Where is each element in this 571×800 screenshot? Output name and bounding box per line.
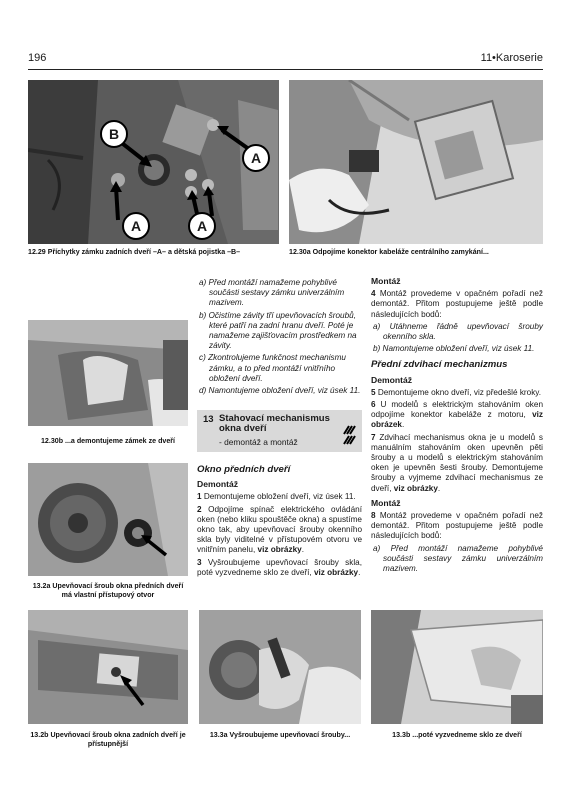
photo-13-3b-illustration (371, 610, 543, 724)
heading-front-door-window: Okno předních dveří (197, 464, 291, 475)
caption-13-2a: 13.2a Upevňovací šroub okna předních dveří má vlastní přístupový otvor (32, 582, 184, 599)
paragraph-3: 3 Vyšroubujeme upevňovací šrouby skla, poté vyzvedneme sklo ze dveří, viz obrázky. (197, 557, 362, 577)
section-box-13 (197, 410, 362, 452)
page-number: 196 (28, 52, 47, 64)
photo-13-2b (28, 610, 188, 724)
photo-13-3a (199, 610, 361, 724)
photo-12-30a-illustration (289, 80, 543, 244)
photo-12-30b (28, 320, 188, 426)
list-item: b) Očistíme závity tří upevňovacích šroubů, které patří na zadní hranu dveří. Poté je namažeme zajišťovacím prostředkem na závity. (199, 310, 357, 351)
chapter-title: 11•Karoserie (480, 52, 543, 64)
caption-12-30b: 12.30b ...a demontujeme zámek ze dveří (40, 437, 176, 445)
right-column (371, 276, 543, 576)
photo-12-30b-illustration (28, 320, 188, 426)
list-item: a) Před montáží namažeme pohyblivé součásti sestavy zámku univerzálním mazivem. (373, 543, 543, 574)
photo-12-29 (28, 80, 279, 244)
paragraph-1: 1 Demontujeme obložení dveří, viz úsek 11. (197, 492, 356, 502)
wrench-difficulty-icon (341, 420, 357, 446)
photo-13-3a-illustration (199, 610, 361, 724)
photo-12-29-illustration (28, 80, 279, 244)
caption-13-3a: 13.3a Vyšroubujeme upevňovací šrouby... (209, 731, 351, 739)
label-a: A (242, 144, 270, 172)
paragraph-4: 4 Montáž provedeme v opačném pořadí než demontáž. Přitom postupujeme ještě podle následujících bodů: (371, 289, 543, 319)
caption-12-30a: 12.30a Odpojíme konektor kabeláže centrálního zamykání... (289, 248, 489, 256)
photo-13-2b-illustration (28, 610, 188, 724)
paragraph-8: 8 Montáž provedeme v opačném pořadí než demontáž. Přitom postupujeme ještě podle následujících bodů: (371, 511, 543, 541)
photo-12-30a (289, 80, 543, 244)
list-item: d) Namontujeme obložení dveří, viz úsek 11. (199, 386, 361, 396)
section-number: 13 (203, 414, 214, 425)
label-b: B (100, 120, 128, 148)
subheading-demontaz: Demontáž (371, 374, 413, 385)
list-item: c) Zkontrolujeme funkčnost mechanismu zámku, a to před montáží vnitřního obložení dveří. (199, 353, 346, 383)
label-a: A (188, 212, 216, 240)
middle-column-lower (197, 459, 362, 580)
list-item: b) Namontujeme obložení dveří, viz úsek 11. (373, 344, 535, 354)
photo-13-2a (28, 463, 188, 576)
paragraph-7: 7 Zdvihací mechanismus okna je u modelů s manuálním stahováním oken upevněn pěti šrouby a u modelů s elektrickým stahováním oken je upevněn šesti šrouby. Demontujeme šrouby a vyjmeme zdvihací mechanismus ze dveří, viz obrázky. (371, 432, 543, 493)
paragraph-5: 5 Demontujeme okno dveří, viz předešlé kroky. (371, 387, 542, 397)
header-rule (28, 69, 543, 70)
caption-13-2b: 13.2b Upevňovací šroub okna zadních dveří je přístupnější (30, 731, 186, 748)
paragraph-2: 2 Odpojíme spínač elektrického ovládání oken (nebo kliku spouštěče okna) a spustíme okno tak, aby upevňovací šrouby okenního skla byly viditelné v přístupovém otvoru ve vnitřním panelu, viz obrázky. (197, 504, 362, 555)
photo-13-3b (371, 610, 543, 724)
subheading-montaz: Montáž (371, 276, 401, 286)
section-subtitle: - demontáž a montáž (219, 437, 298, 447)
heading-lift-mechanism: Přední zdvihací mechanizmus (371, 359, 508, 371)
paragraph-6: 6 U modelů s elektrickým stahováním oken odpojíme konektor kabeláže z motoru, viz obrázek. (371, 400, 544, 430)
list-item: a) Před montáží namažeme pohyblivé součásti sestavy zámku univerzálním mazivem. (199, 278, 345, 308)
list-item: a) Utáhneme řádně upevňovací šrouby okenního skla. (373, 321, 543, 342)
subheading-demontaz: Demontáž (197, 479, 239, 490)
subheading-montaz-2: Montáž (371, 497, 401, 508)
section-title: Stahovací mechanismus okna dveří (219, 413, 330, 434)
photo-13-2a-illustration (28, 463, 188, 576)
middle-column (197, 278, 362, 398)
caption-12-29: 12.29 Příchytky zámku zadních dveří –A– a dětská pojistka –B– (28, 248, 241, 256)
caption-13-3b: 13.3b ...poté vyzvedneme sklo ze dveří (392, 731, 522, 739)
label-a: A (122, 212, 150, 240)
